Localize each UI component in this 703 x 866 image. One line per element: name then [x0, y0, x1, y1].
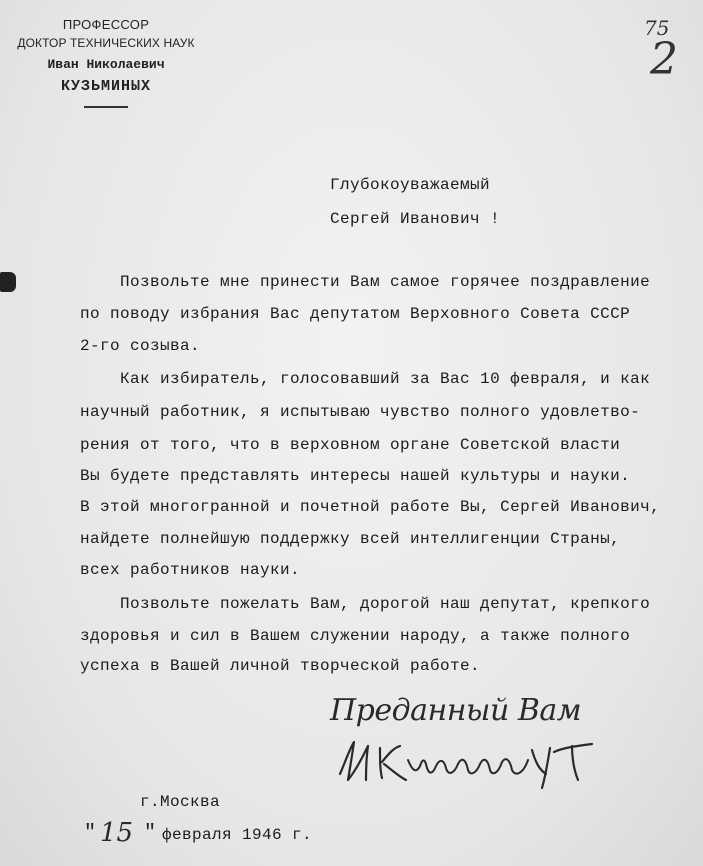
body-line: Как избиратель, голосовавший за Вас 10 февраля, и как	[80, 370, 651, 388]
body-line: успеха в Вашей личной творческой работе.	[80, 657, 481, 675]
closing-handwritten: Преданный Вам	[330, 693, 582, 728]
salutation-line-1: Глубокоуважаемый	[330, 176, 491, 194]
body-line: Позвольте пожелать Вам, дорогой наш депутат, крепкого	[80, 595, 651, 613]
binding-mark	[0, 272, 16, 292]
salutation-line-2: Сергей Иванович !	[330, 210, 501, 228]
letterhead-surname: КУЗЬМИНЫХ	[60, 78, 151, 95]
body-line: Вы будете представлять интересы нашей культуры и науки.	[80, 467, 631, 485]
letterhead-title: ПРОФЕССОР	[62, 17, 150, 32]
date-month-year: февраля 1946 г.	[162, 826, 313, 844]
signature-image	[336, 730, 606, 790]
handwritten-page-number	[640, 14, 690, 94]
body-line: научный работник, я испытываю чувство полного удовлетво-	[80, 403, 641, 421]
date-day-handwritten: 15	[100, 818, 134, 848]
place: г.Москва	[140, 793, 221, 811]
body-line: рения от того, что в верховном органе Советской власти	[80, 436, 621, 454]
body-line: 2-го созыва.	[80, 337, 201, 355]
body-line: всех работников науки.	[80, 561, 301, 579]
page-number-small: 75	[644, 16, 670, 40]
body-line: по поводу избрания Вас депутатом Верховного Совета СССР	[80, 305, 631, 323]
letterhead-divider	[84, 106, 128, 108]
body-line: найдете полнейшую поддержку всей интеллигенции Страны,	[80, 530, 621, 548]
letterhead-degree: ДОКТОР ТЕХНИЧЕСКИХ НАУК	[17, 36, 195, 50]
date-close-quote: "	[144, 822, 157, 845]
body-line: здоровья и сил в Вашем служении народу, а также полного	[80, 627, 631, 645]
body-line: Позвольте мне принести Вам самое горячее поздравление	[80, 273, 651, 291]
letterhead-name: Иван Николаевич	[47, 57, 165, 72]
body-line: В этой многогранной и почетной работе Вы, Сергей Иванович,	[80, 498, 661, 516]
letterhead	[8, 16, 204, 108]
date-open-quote: "	[84, 822, 97, 845]
page-number-large: 2	[650, 34, 678, 85]
